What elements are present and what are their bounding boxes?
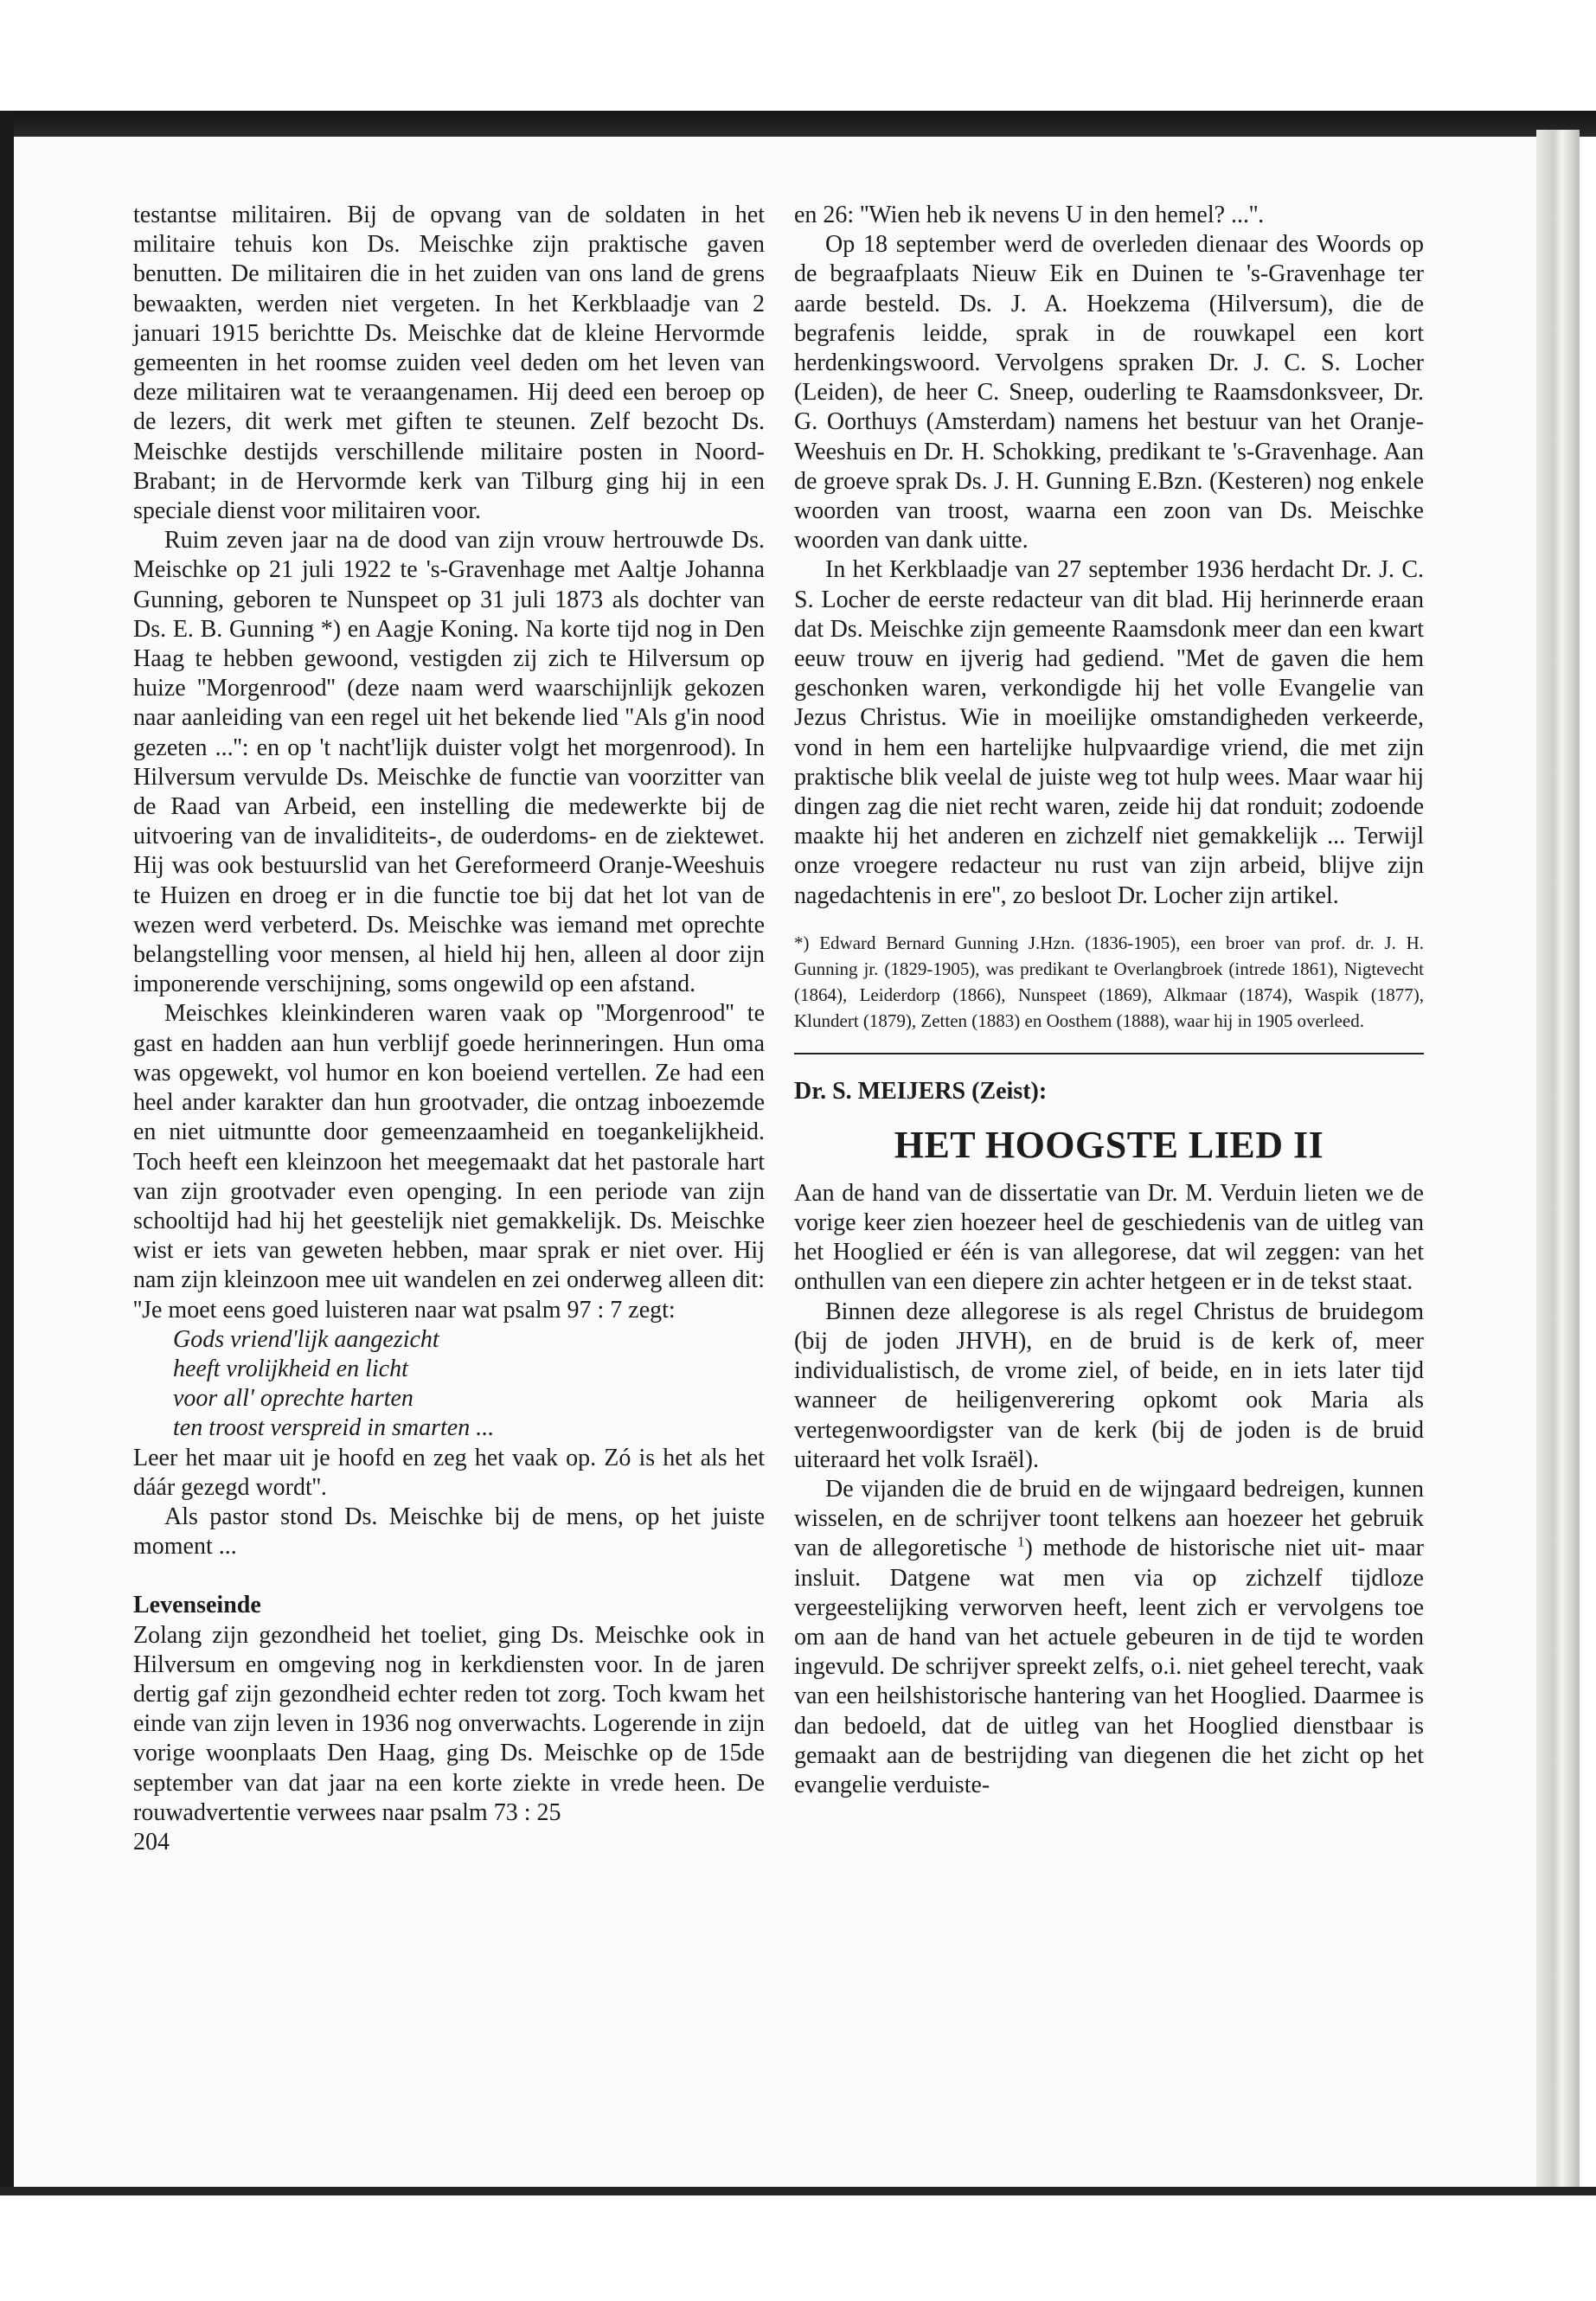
poem-line: Gods vriend'lijk aangezicht <box>173 1325 439 1353</box>
footnote-marker: 1 <box>1016 1533 1025 1550</box>
article-author: Dr. S. MEIJERS (Zeist): <box>794 1077 1048 1105</box>
paragraph: In het Kerkblaadje van 27 september 1936 herdacht Dr. J. C. S. Locher de eerste redacteur van dit blad. Hij herinnerde eraan dat Ds. Meischke zijn gemeente Raamsdonk meer dan een kwart eeuw trouw en ijverig had gediend. ''Met de gaven die hem geschonken waren, verkondigde hij het volle Evangelie van Jezus Christus. Wie in moeilijke omstandigheden verkeerde, vond in hem een hartelijke hulpvaardige vriend, die met zijn praktische blik veelal de juiste weg tot hulp wees. Maar waar hij dingen zag die niet recht waren, zeide hij dat ronduit; zodoende maakte hij het anderen en zichzelf niet gemakkelijk ... Terwijl onze vroegere redacteur nu rust van zijn arbeid, blijve zijn nagedachtenis in ere'', zo besloot Dr. Locher zijn artikel. <box>794 556 1424 909</box>
paragraph-text: De vijanden die de bruid en de wijngaard bedreigen, kunnen wisselen, en de schrijver toont telkens aan hoezeer het gebruik van de allegoretische <box>794 1475 1424 1562</box>
paragraph: Leer het maar uit je hoofd en zeg het vaak op. Zó is het als het dáár gezegd wordt''. <box>133 1444 765 1501</box>
article-title: HET HOOGSTE LIED II <box>894 1123 1324 1166</box>
page-edge-shadow <box>1536 130 1580 2187</box>
paragraph: Meischkes kleinkinderen waren vaak op ''Morgenrood'' te gast en hadden aan hun verblijf goede herinneringen. Hun oma was opgewekt, vol humor en kon boeiend vertellen. Ze had een heel ander karakter dan hun grootvader, die ontzag inboezemde en niet uitmuntte door gemeenzaamheid en toegankelijkheid. Toch heeft een kleinzoon het meegemaakt dat het pastorale hart van zijn grootvader even openging. In een periode van zijn schooltijd had hij het geestelijk niet gemakkelijk. Ds. Meischke wist er iets van geweten hebben, maar sprak er niet over. Hij nam zijn kleinzoon mee uit wandelen en zei onderweg alleen dit: ''Je moet eens goed luisteren naar wat psalm 97 : 7 zegt: <box>133 1000 765 1324</box>
scan-top-border <box>0 111 1596 137</box>
footnote-marker-paren: ) <box>1024 1535 1033 1562</box>
paragraph: Zolang zijn gezondheid het toeliet, ging Ds. Meischke ook in Hilversum en omgeving nog in kerkdiensten voor. In de jaren dertig gaf zijn gezondheid echter reden tot zorg. Toch kwam het einde van zijn leven in 1936 nog onverwachts. Logerende in zijn vorige woonplaats Den Haag, ging Ds. Meischke op de 15de september van dat jaar na een korte ziekte in vrede heen. De rouwadvertentie verwees naar psalm 73 : 25 <box>133 1621 765 1826</box>
divider-rule <box>794 1053 1424 1054</box>
paragraph-text: methode de historische niet uit- maar insluit. Datgene wat men via op zichzelf tijdloze vergeestelijking verworven heeft, leent zich er vervolgens toe om aan de hand van het actuele gebeuren in de tijd te worden ingevuld. De schrijver spreekt zelfs, o.i. niet geheel terecht, vaak van een heilshistorische hantering van het Hooglied. Daarmee is dan bedoeld, dat de uitleg van het Hooglied dienstbaar is gemaakt aan de bestrijding van diegenen die het zicht op het evangelie verduiste- <box>794 1535 1424 1798</box>
section-heading: Levenseinde <box>133 1592 261 1619</box>
right-column <box>794 201 1424 1800</box>
psalm-quote <box>133 1325 765 1444</box>
footnote: *) Edward Bernard Gunning J.Hzn. (1836-1905), een broer van prof. dr. J. H. Gunning jr. (1829-1905), was predikant te Overlangbroek (intrede 1861), Nigtevecht (1864), Leiderdorp (1866), Nunspeet (1869), Alkmaar (1874), Waspik (1877), Klundert (1879), Zetten (1883) en Oosthem (1888), waar hij in 1905 overleed. <box>794 932 1424 1031</box>
page-number: 204 <box>133 1828 170 1856</box>
paragraph <box>794 1475 1424 1800</box>
paragraph: Aan de hand van de dissertatie van Dr. M. Verduin lieten we de vorige keer zien hoezeer heel de geschiedenis van de uitleg van het Hooglied er één is van allegorese, dat wil zeggen: van het onthullen van een diepere zin achter hetgeen er in de tekst staat. <box>794 1179 1424 1296</box>
scan-bottom-border <box>0 2187 1596 2301</box>
poem-line: heeft vrolijkheid en licht <box>173 1355 408 1382</box>
paragraph: testantse militairen. Bij de opvang van de soldaten in het militaire tehuis kon Ds. Meischke zijn praktische gaven benutten. De militairen die in het zuiden van ons land de grens bewaakten, werden niet vergeten. In het Kerkblaadje van 2 januari 1915 berichtte Ds. Meischke dat de kleine Hervormde gemeenten in het roomse zuiden veel deden om het leven van deze militairen wat te veraangenamen. Hij deed een beroep op de lezers, dit werk met giften te steunen. Zelf bezocht Ds. Meischke destijds verschillende militaire posten in Noord-Brabant; in de Hervormde kerk van Tilburg ging hij in een speciale dienst voor militairen voor. <box>133 202 765 525</box>
paragraph: Ruim zeven jaar na de dood van zijn vrouw hertrouwde Ds. Meischke op 21 juli 1922 te 's-Gravenhage met Aaltje Johanna Gunning, geboren te Nunspeet op 31 juli 1873 als dochter van Ds. E. B. Gunning *) en Aagje Koning. Na korte tijd nog in Den Haag te hebben gewoond, vestigden zij zich te Hilversum op huize ''Morgenrood'' (deze naam werd waarschijnlijk gekozen naar aanleiding van een regel uit het bekende lied ''Als g'in nood gezeten ...'': en op 't nacht'lijk duister volgt het morgenrood). In Hilversum vervulde Ds. Meischke de functie van voorzitter van de Raad van Arbeid, een instelling die medewerkte bij de uitvoering van de invaliditeits-, de ouderdoms- en de ziektewet. Hij was ook bestuurslid van het Gereformeerd Oranje-Weeshuis te Huizen en droeg er in die functie toe bij dat het lot van de wezen werd verbeterd. Ds. Meischke was iemand met oprechte belangstelling voor mensen, al hield hij hen, alleen al door zijn imponerende verschijning, soms ongewild op een afstand. <box>133 527 765 998</box>
paragraph: Op 18 september werd de overleden dienaar des Woords op de begraafplaats Nieuw Eik en Duinen te 's-Gravenhage ter aarde besteld. Ds. J. A. Hoekzema (Hilversum), die de begrafenis leidde, sprak in de rouwkapel een kort herdenkingswoord. Vervolgens spraken Dr. J. C. S. Locher (Leiden), de heer C. Sneep, ouderling te Raamsdonksveer, Dr. G. Oorthuys (Amsterdam) namens het bestuur van het Oranje-Weeshuis en Dr. H. Schokking, predikant te 's-Gravenhage. Aan de groeve sprak Ds. J. H. Gunning E.Bzn. (Kesteren) nog enkele woorden van troost, waarna een zoon van Ds. Meischke woorden van dank uitte. <box>794 231 1424 554</box>
left-column <box>133 201 765 1857</box>
paragraph: en 26: ''Wien heb ik nevens U in den hemel? ...''. <box>794 202 1265 228</box>
poem-line: voor all' oprechte harten <box>173 1385 413 1413</box>
paragraph: Binnen deze allegorese is als regel Christus de bruidegom (bij de joden JHVH), en de bruid is de kerk of, meer individualistisch, de vrome ziel, of beide, en in iets later tijd wanneer de heiligenverering opkomt ook Maria als vertegenwoordigster van de kerk (bij de joden is de bruid uiteraard het volk Israël). <box>794 1298 1424 1473</box>
scan-left-border <box>0 111 14 2187</box>
paragraph: Als pastor stond Ds. Meischke bij de mens, op het juiste moment ... <box>133 1503 765 1561</box>
poem-line: ten troost verspreid in smarten ... <box>173 1414 495 1442</box>
